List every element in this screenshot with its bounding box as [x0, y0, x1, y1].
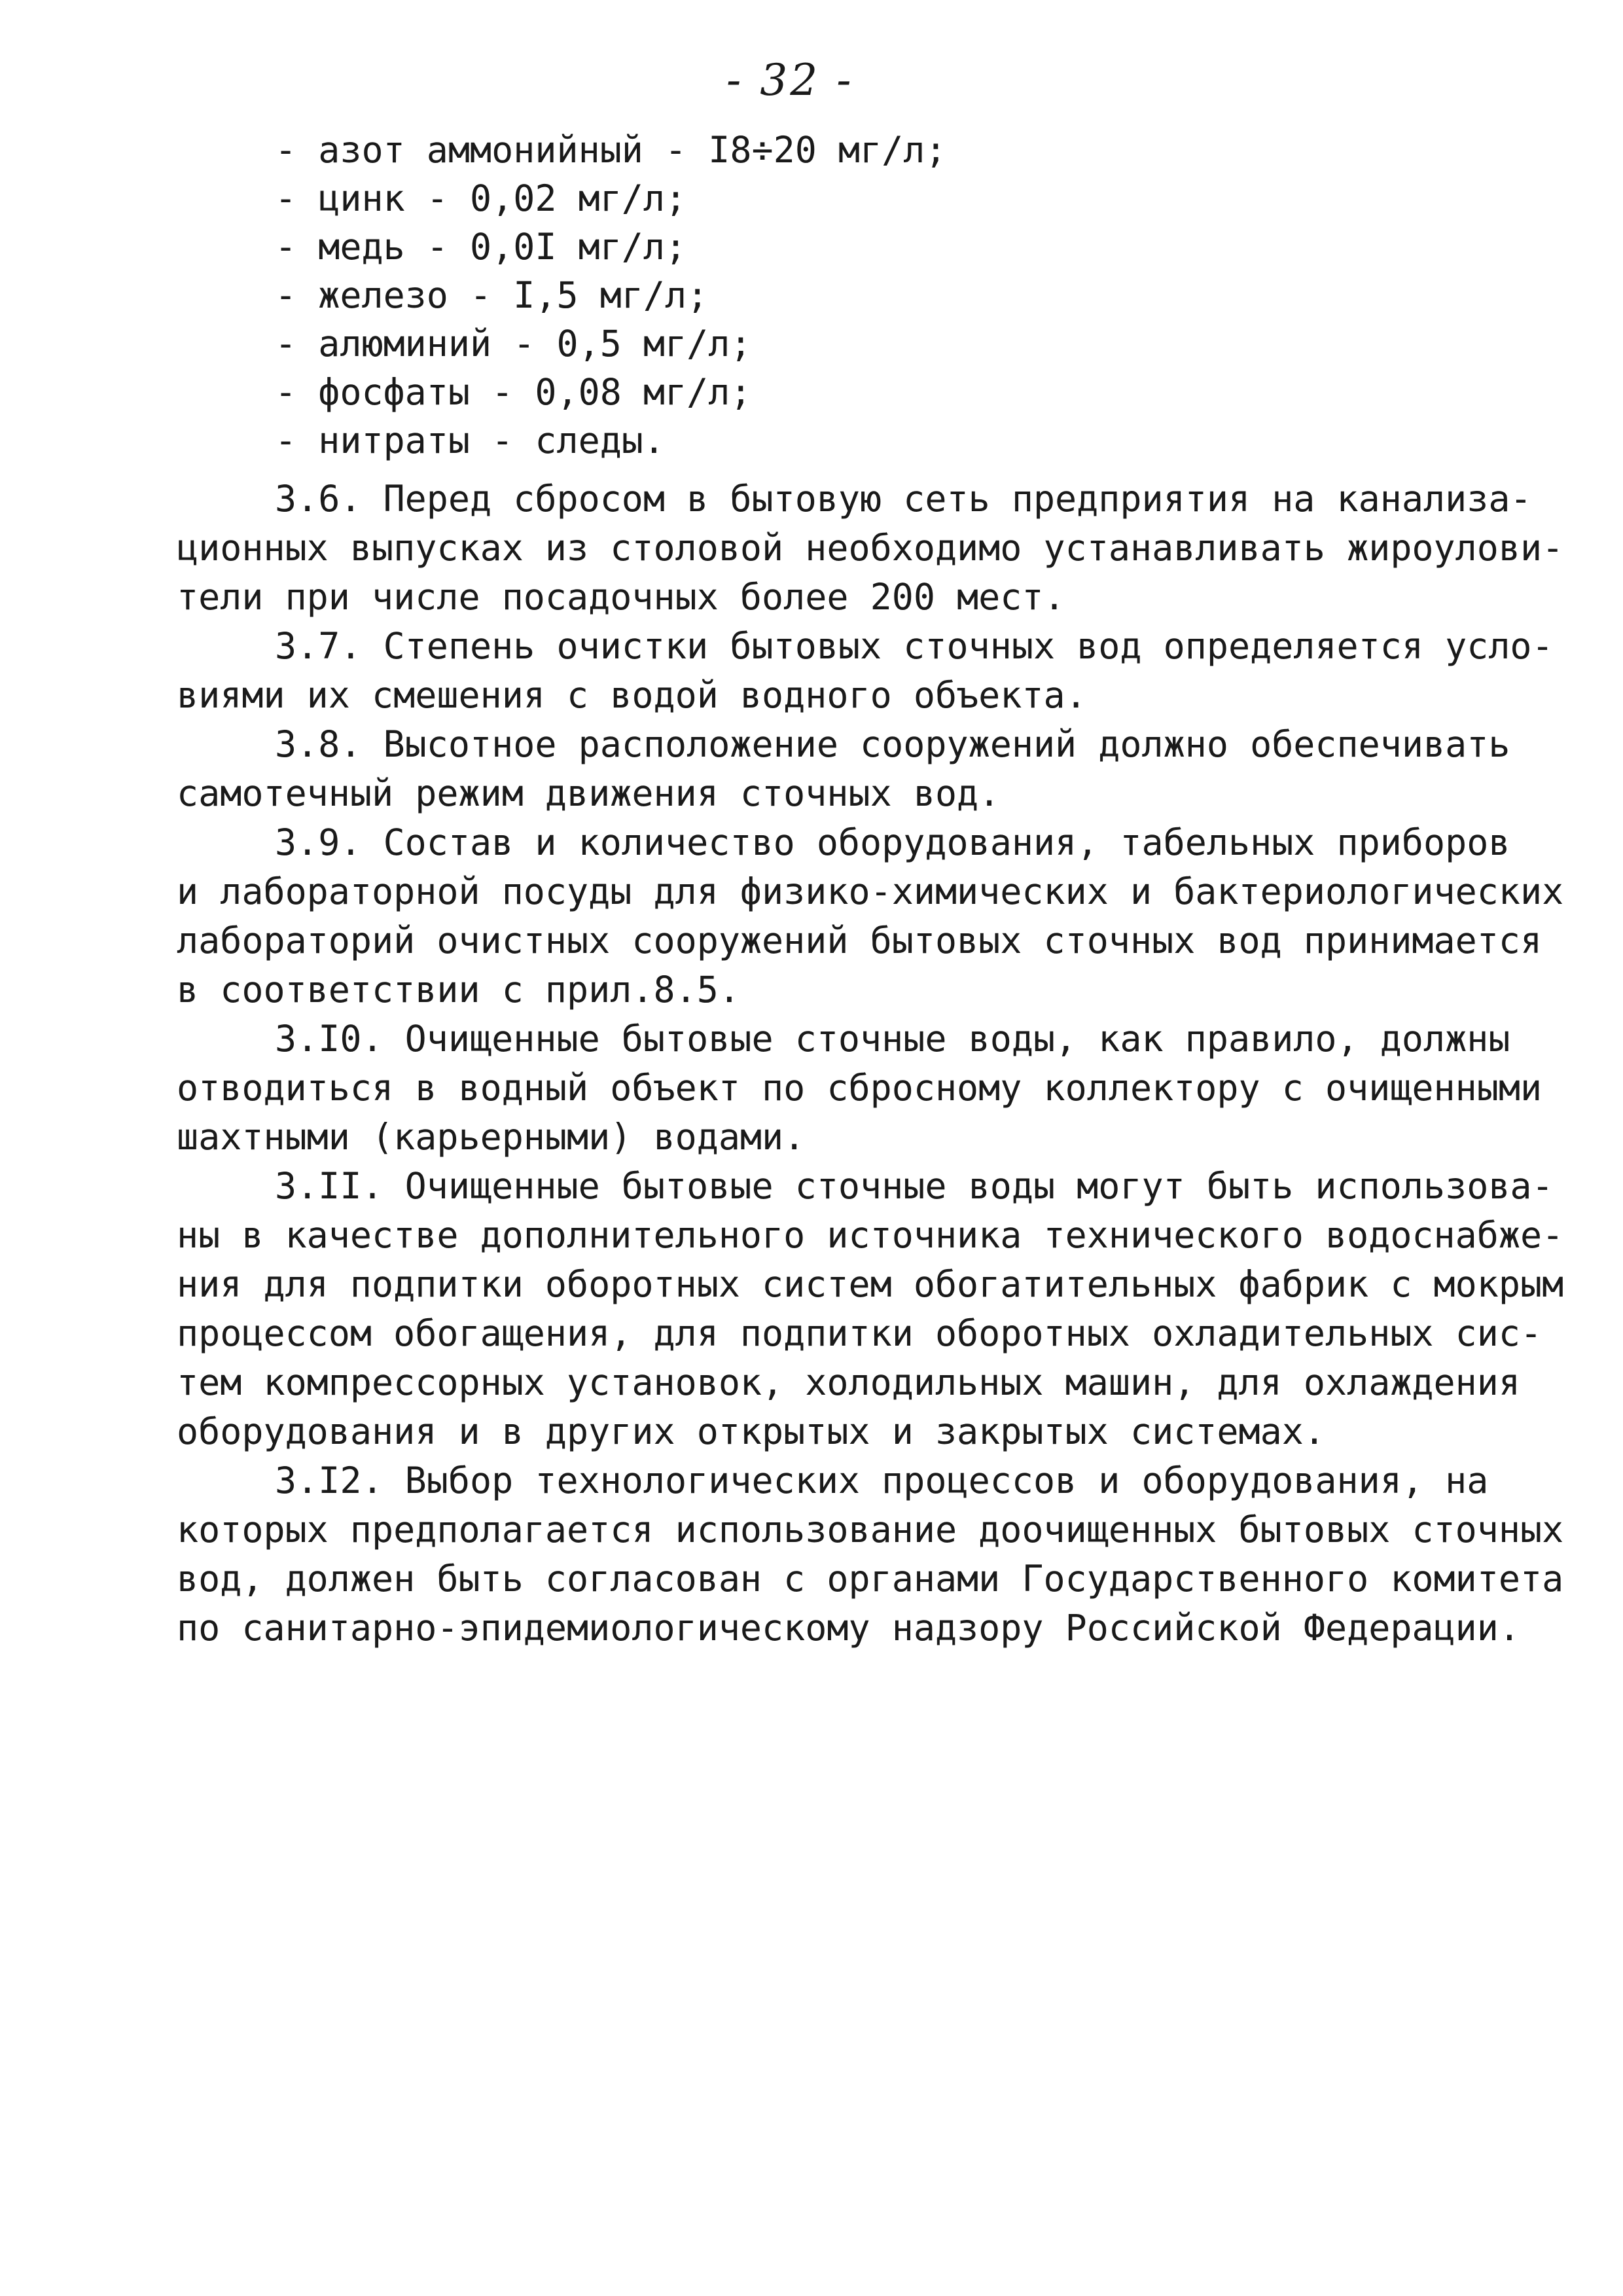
- paragraph-line: отводиться в водный объект по сбросному коллектору с очищенными: [177, 1067, 1543, 1109]
- page-number: - 32 -: [726, 55, 854, 105]
- paragraph-line: и лабораторной посуды для физико-химических и бактериологических: [177, 870, 1564, 912]
- paragraph-3-12: [177, 1456, 1564, 1653]
- paragraph-line: 3.I0. Очищенные бытовые сточные воды, как правило, должны: [275, 1018, 1510, 1060]
- paragraph-line: 3.9. Состав и количество оборудования, табельных приборов: [275, 821, 1510, 863]
- paragraph-line: 3.6. Перед сбросом в бытовую сеть предприятия на канализа-: [275, 478, 1532, 520]
- paragraph-line: вод, должен быть согласован с органами Государственного комитета: [177, 1558, 1564, 1600]
- paragraph-line: по санитарно-эпидемиологическому надзору Российской Федерации.: [177, 1607, 1520, 1649]
- list-item: - алюминий - 0,5 мг/л;: [275, 323, 752, 365]
- list-item: - цинк - 0,02 мг/л;: [275, 177, 687, 219]
- list-item: - азот аммонийный - I8÷20 мг/л;: [275, 129, 947, 171]
- paragraph-line: 3.8. Высотное расположение сооружений должно обеспечивать: [275, 723, 1510, 765]
- paragraph-line: 3.7. Степень очистки бытовых сточных вод определяется усло-: [275, 625, 1554, 667]
- paragraph-line: шахтными (карьерными) водами.: [177, 1116, 806, 1158]
- body-text: [177, 475, 1564, 1653]
- paragraph-line: процессом обогащения, для подпитки оборотных охладительных сис-: [177, 1312, 1543, 1354]
- paragraph-line: ны в качестве дополнительного источника технического водоснабже-: [177, 1214, 1564, 1256]
- paragraph-3-11: [177, 1162, 1564, 1456]
- paragraph-line: 3.II. Очищенные бытовые сточные воды могут быть использова-: [275, 1165, 1554, 1207]
- paragraph-line: ния для подпитки оборотных систем обогатительных фабрик с мокрым: [177, 1263, 1564, 1305]
- paragraph-line: лабораторий очистных сооружений бытовых сточных вод принимается: [177, 920, 1543, 961]
- paragraph-line: самотечный режим движения сточных вод.: [177, 772, 1001, 814]
- paragraph-line: оборудования и в других открытых и закрытых системах.: [177, 1410, 1325, 1452]
- paragraph-3-7: [177, 622, 1554, 720]
- list-item: - медь - 0,0I мг/л;: [275, 226, 687, 268]
- paragraph-line: виями их смешения с водой водного объекта.: [177, 674, 1087, 716]
- paragraph-line: ционных выпусках из столовой необходимо устанавливать жироулови-: [177, 527, 1564, 569]
- paragraph-3-6: [177, 475, 1564, 622]
- paragraph-3-10: [177, 1014, 1543, 1162]
- list-item: - фосфаты - 0,08 мг/л;: [275, 371, 752, 413]
- parameter-list: [275, 126, 947, 465]
- paragraph-line: тем компрессорных установок, холодильных машин, для охлаждения: [177, 1361, 1520, 1403]
- list-item: - нитраты - следы.: [275, 420, 666, 461]
- paragraph-3-8: [177, 720, 1510, 818]
- paragraph-line: тели при числе посадочных более 200 мест.: [177, 576, 1065, 618]
- paragraph-line: 3.I2. Выбор технологических процессов и оборудования, на: [275, 1460, 1489, 1501]
- paragraph-3-9: [177, 818, 1564, 1014]
- paragraph-line: которых предполагается использование доочищенных бытовых сточных: [177, 1509, 1564, 1551]
- paragraph-line: в соответствии с прил.8.5.: [177, 969, 740, 1011]
- list-item: - железо - I,5 мг/л;: [275, 274, 709, 316]
